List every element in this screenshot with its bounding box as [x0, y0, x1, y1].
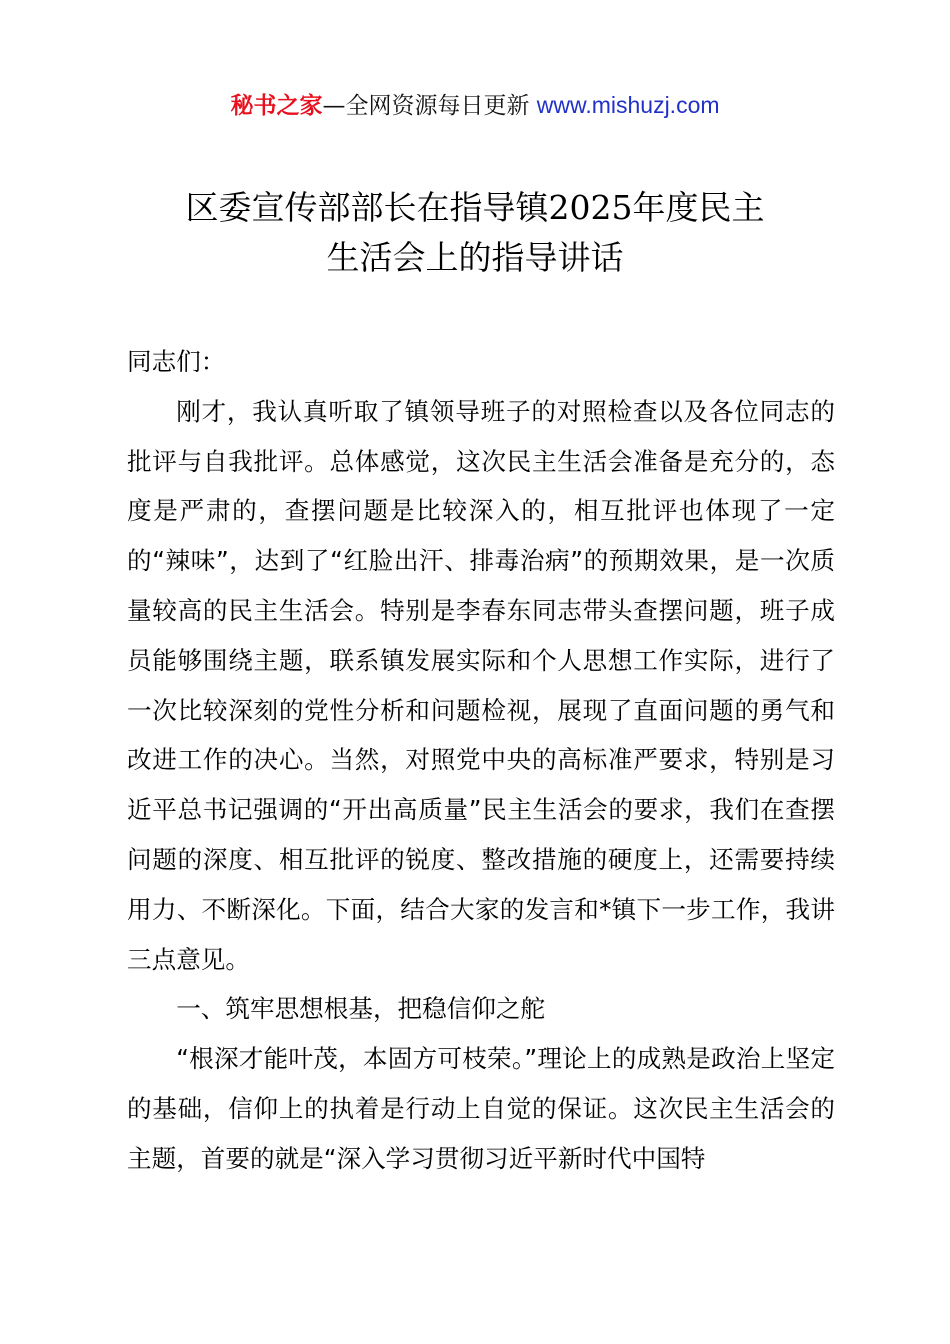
document-body	[127, 337, 835, 1184]
brand-name: 秘书之家	[230, 93, 323, 119]
site-header	[0, 88, 950, 123]
title-line-1: 区委宣传部部长在指导镇2025年度民主	[185, 188, 765, 227]
header-slogan: —全网资源每日更新	[322, 93, 537, 119]
title-line-2: 生活会上的指导讲话	[326, 238, 624, 277]
paragraph-section-1: “根深才能叶茂，本固方可枝荣。”理论上的成熟是政治上坚定的基础，信仰上的执着是行动上自觉的保证。这次民主生活会的主题，首要的就是“深入学习贯彻习近平新时代中国特	[127, 1044, 835, 1173]
salutation: 同志们：	[127, 347, 226, 376]
paragraph-intro: 刚才，我认真听取了镇领导班子的对照检查以及各位同志的批评与自我批评。总体感觉，这次民主生活会准备是充分的，态度是严肃的，查摆问题是比较深入的，相互批评也体现了一定的“辣味”，达到了“红脸出汗、排毒治病”的预期效果，是一次质量较高的民主生活会。特别是李春东同志带头查摆问题，班子成员能够围绕主题，联系镇发展实际和个人思想工作实际，进行了一次比较深刻的党性分析和问题检视，展现了直面问题的勇气和改进工作的决心。当然，对照党中央的高标准严要求，特别是习近平总书记强调的“开出高质量”民主生活会的要求，我们在查摆问题的深度、相互批评的锐度、整改措施的硬度上，还需要持续用力、不断深化。下面，结合大家的发言和*镇下一步工作，我讲三点意见。	[127, 396, 835, 974]
document-title	[100, 183, 850, 283]
site-url-link[interactable]: www.mishuzj.com	[536, 92, 720, 118]
section-heading-1: 一、筑牢思想根基，把稳信仰之舵	[176, 994, 546, 1024]
